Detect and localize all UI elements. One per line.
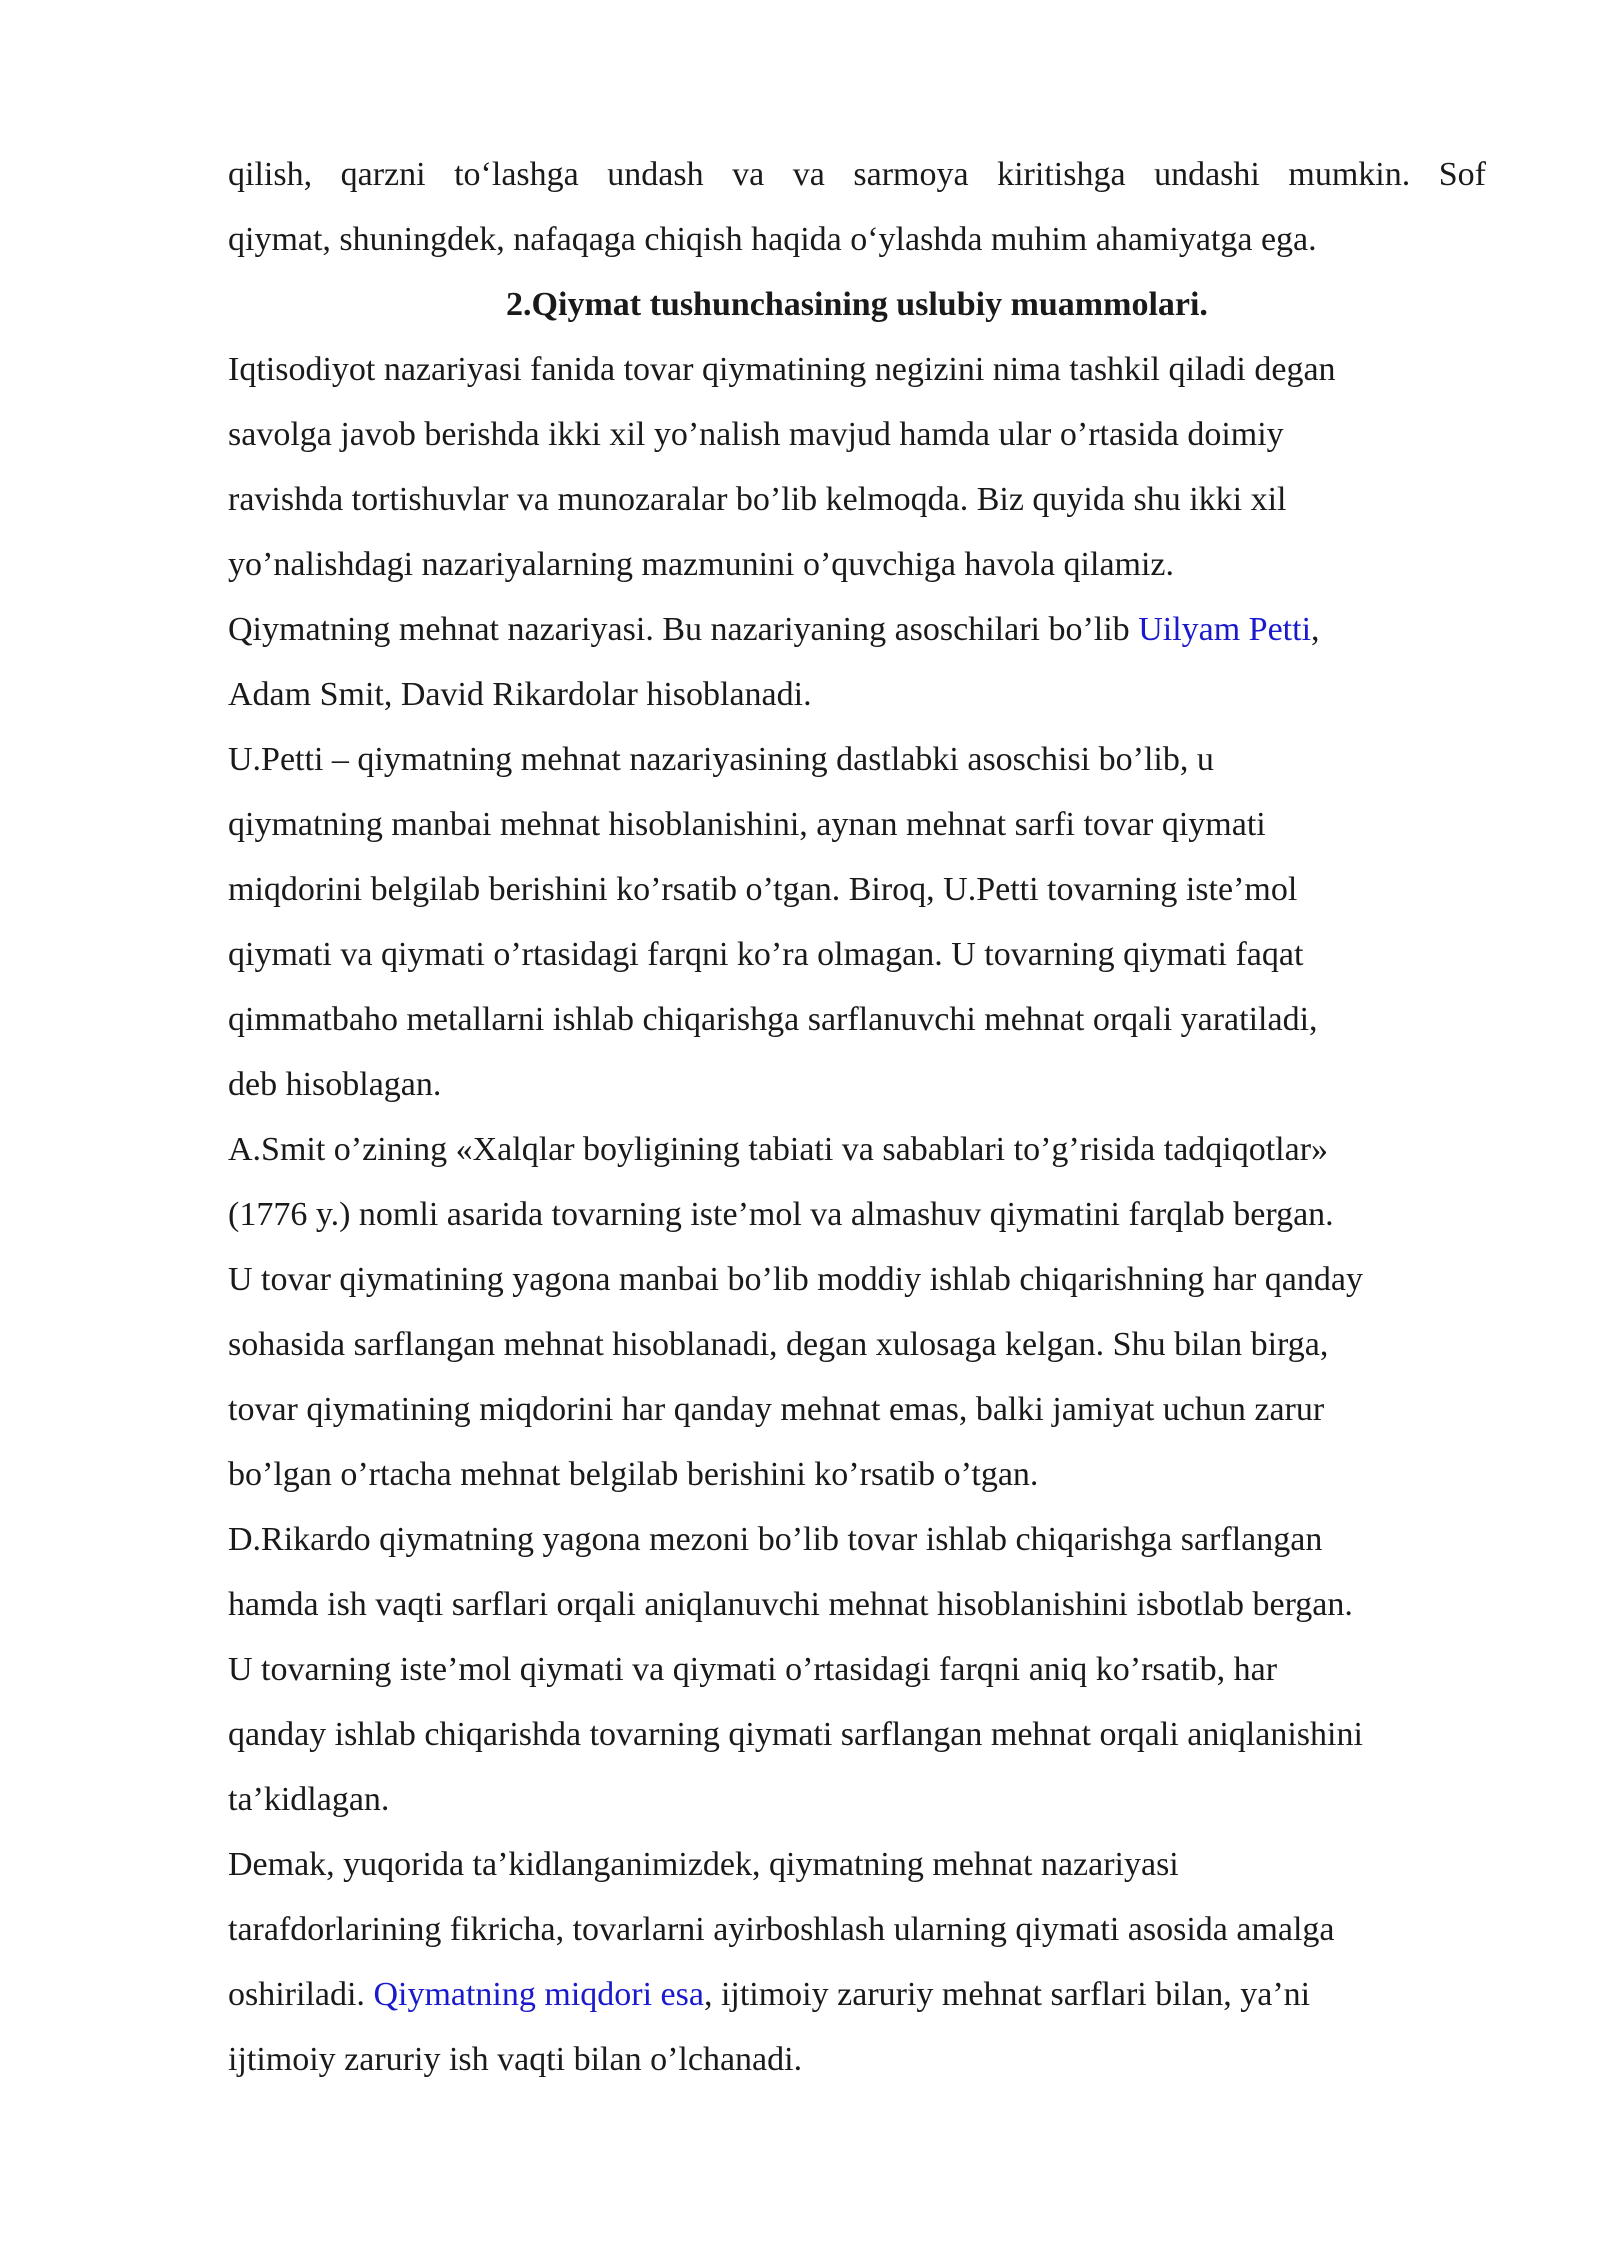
text-segment: Qiymatning mehnat nazariyasi. Bu nazariyaning asoschilari bo’lib bbox=[228, 611, 1139, 648]
paragraph-line: ravishda tortishuvlar va munozaralar bo’lib kelmoqda. Biz quyida shu ikki xil bbox=[228, 481, 1287, 518]
paragraph-line: deb hisoblagan. bbox=[228, 1066, 442, 1103]
paragraph-line: ta’kidlagan. bbox=[228, 1781, 390, 1818]
paragraph-line: qimmatbaho metallarni ishlab chiqarishga sarflanuvchi mehnat orqali yaratiladi, bbox=[228, 1001, 1318, 1038]
paragraph-line: qiymatning manbai mehnat hisoblanishini, aynan mehnat sarfi tovar qiymati bbox=[228, 806, 1266, 843]
paragraph-line: U tovar qiymatining yagona manbai bo’lib moddiy ishlab chiqarishning har qanday bbox=[228, 1261, 1363, 1298]
paragraph-line: (1776 y.) nomli asarida tovarning iste’mol va almashuv qiymatini farqlab bergan. bbox=[228, 1196, 1334, 1233]
paragraph-line: D.Rikardo qiymatning yagona mezoni bo’lib tovar ishlab chiqarishga sarflangan bbox=[228, 1521, 1323, 1558]
paragraph-line: U tovarning iste’mol qiymati va qiymati o’rtasidagi farqni aniq ko’rsatib, har bbox=[228, 1651, 1278, 1688]
hyperlink-uilyam-petti[interactable]: Uilyam Petti bbox=[1138, 611, 1312, 648]
paragraph-line: savolga javob berishda ikki xil yo’nalish mavjud hamda ular o’rtasida doimiy bbox=[228, 416, 1284, 453]
paragraph-line: Adam Smit, David Rikardolar hisoblanadi. bbox=[228, 676, 812, 713]
paragraph-line: Demak, yuqorida ta’kidlanganimizdek, qiymatning mehnat nazariyasi bbox=[228, 1846, 1179, 1883]
text-segment: , bbox=[1311, 611, 1320, 648]
paragraph-line: qanday ishlab chiqarishda tovarning qiymati sarflangan mehnat orqali aniqlanishini bbox=[228, 1716, 1363, 1753]
paragraph-line: Iqtisodiyot nazariyasi fanida tovar qiymatining negizini nima tashkil qiladi degan bbox=[228, 351, 1336, 388]
paragraph-line bbox=[228, 597, 1486, 662]
intro-line: qiymat, shuningdek, nafaqaga chiqish haqida o‘ylashda muhim ahamiyatga ega. bbox=[228, 221, 1317, 258]
intro-line: qilish, qarzni to‘lashga undash va va sarmoya kiritishga undashi mumkin. Sof bbox=[228, 156, 1486, 193]
document-page bbox=[228, 142, 1486, 2092]
text-segment: , ijtimoiy zaruriy mehnat sarflari bilan, ya’ni bbox=[703, 1976, 1311, 2013]
hyperlink-qiymatning-miqdori[interactable]: Qiymatning miqdori esa bbox=[373, 1976, 704, 2013]
paragraph-line: qiymati va qiymati o’rtasidagi farqni ko’ra olmagan. U tovarning qiymati faqat bbox=[228, 936, 1304, 973]
paragraph-line: bo’lgan o’rtacha mehnat belgilab berishini ko’rsatib o’tgan. bbox=[228, 1456, 1039, 1493]
paragraph-line: tovar qiymatining miqdorini har qanday mehnat emas, balki jamiyat uchun zarur bbox=[228, 1391, 1325, 1428]
paragraph-line: yo’nalishdagi nazariyalarning mazmunini o’quvchiga havola qilamiz. bbox=[228, 546, 1175, 583]
paragraph-line: miqdorini belgilab berishini ko’rsatib o’tgan. Biroq, U.Petti tovarning iste’mol bbox=[228, 871, 1298, 908]
paragraph-line: hamda ish vaqti sarflari orqali aniqlanuvchi mehnat hisoblanishini isbotlab bergan. bbox=[228, 1586, 1353, 1623]
paragraph-line: ijtimoiy zaruriy ish vaqti bilan o’lchanadi. bbox=[228, 2041, 803, 2078]
text-segment: oshiriladi. bbox=[228, 1976, 374, 2013]
section-heading: 2.Qiymat tushunchasining uslubiy muammolari. bbox=[506, 286, 1208, 323]
paragraph-line: A.Smit o’zining «Xalqlar boyligining tabiati va sabablari to’g’risida tadqiqotlar» bbox=[228, 1131, 1329, 1168]
paragraph-line: U.Petti – qiymatning mehnat nazariyasining dastlabki asoschisi bo’lib, u bbox=[228, 741, 1214, 778]
paragraph-line: sohasida sarflangan mehnat hisoblanadi, degan xulosaga kelgan. Shu bilan birga, bbox=[228, 1326, 1329, 1363]
paragraph-line bbox=[228, 1962, 1486, 2027]
paragraph-line: tarafdorlarining fikricha, tovarlarni ayirboshlash ularning qiymati asosida amalga bbox=[228, 1911, 1335, 1948]
